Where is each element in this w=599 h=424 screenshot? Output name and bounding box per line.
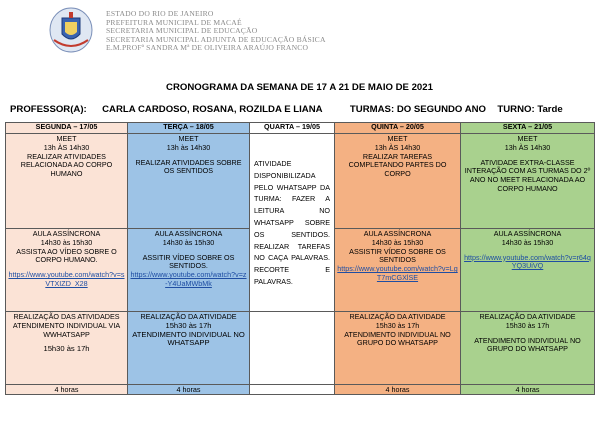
cell-line: 15h30 às 17h: [165, 320, 212, 330]
activity-row: [6, 312, 595, 385]
cell-line: ATENDIMENTO INDIVIDUAL NO WHATSAPP: [132, 329, 245, 348]
tuesday-hours: 4 horas: [128, 385, 250, 395]
thursday-video-link[interactable]: https://www.youtube.com/watch?v=LgT7mCGXlSE: [337, 264, 458, 282]
hours-row: [6, 385, 595, 395]
header-line: ESTADO DO RIO DE JANEIRO: [106, 9, 214, 18]
institution-lines: [106, 10, 446, 53]
cell-line: MEET: [178, 134, 199, 143]
tuesday-async-cell: [128, 229, 250, 312]
header-line: PREFEITURA MUNICIPAL DE MACAÉ: [106, 17, 242, 27]
professor-label: PROFESSOR(A):: [10, 104, 87, 115]
wednesday-activity-cell: [250, 134, 335, 312]
thursday-meet-cell: [335, 134, 461, 229]
coat-of-arms-icon: [48, 6, 94, 54]
cell-line: 14h30 às 15h30: [162, 237, 215, 247]
cell-line: ATENDIMENTO INDIVIDUAL NO GRUPO DO WHATSAPP: [344, 329, 451, 348]
document-title: CRONOGRAMA DA SEMANA DE 17 A 21 DE MAIO DE 2021: [166, 82, 433, 93]
cell-line: ASSISTA AO VÍDEO SOBRE O CORPO HUMANO.: [16, 246, 117, 265]
tuesday-activity-cell: [128, 312, 250, 385]
friday-video-link[interactable]: https://www.youtube.com/watch?v=r64qYQ3UiVQ: [464, 252, 591, 271]
cell-line: MEET: [517, 134, 538, 143]
cell-line: REALIZAR ATIVIDADES SOBRE OS SENTIDOS: [135, 157, 242, 176]
tuesday-meet-cell: [128, 134, 250, 229]
day-header-row: [6, 123, 595, 134]
day-thursday: QUINTA – 20/05: [335, 123, 461, 134]
thursday-activity-cell: [335, 312, 461, 385]
meet-row: [6, 134, 595, 229]
cell-line: 13h às 14h30: [166, 142, 211, 152]
tuesday-video-link[interactable]: https://www.youtube.com/watch?v=z-Y4UaMWbMk: [130, 270, 247, 288]
cell-line: AULA ASSÍNCRONA: [32, 229, 101, 238]
friday-hours: 4 horas: [461, 385, 595, 395]
cell-line: REALIZAR ATIVIDADES RELACIONADA AO CORPO HUMANO: [20, 151, 113, 179]
header-line: SECRETARIA MUNICIPAL ADJUNTA DE EDUCAÇÃO BÁSICA: [106, 34, 326, 44]
cell-line: ASSITIR VÍDEO SOBRE OS SENTIDOS.: [142, 252, 235, 271]
wednesday-text: ATIVIDADE DISPONIBILIZADA PELO WHATSAPP DA TURMA: FAZER A LEITURA NO WHATSAPP SOBRE OS SENTIDOS. REALIZAR TAREFAS NO CAÇA PALAVRAS. RECORTE E PALAVRAS.: [254, 159, 330, 286]
cell-line: REALIZAR TAREFAS COMPLETANDO PARTES DO CORPO: [348, 151, 447, 179]
cell-line: REALIZAÇÃO DA ATIVIDADE: [349, 312, 446, 321]
cell-line: 14h30 às 15h30: [40, 237, 93, 247]
monday-activity-cell: [6, 312, 128, 385]
thursday-hours: 4 horas: [335, 385, 461, 395]
professor-names: CARLA CARDOSO, ROSANA, ROZILDA E LIANA: [102, 104, 323, 115]
cell-line: 13h ÀS 14h30: [43, 142, 90, 152]
cell-line: 14h30 às 15h30: [371, 237, 424, 247]
friday-meet-cell: [461, 134, 595, 229]
friday-activity-cell: [461, 312, 595, 385]
day-friday: SEXTA – 21/05: [461, 123, 595, 134]
cell-line: REALIZAÇÃO DA ATIVIDADE: [479, 312, 576, 321]
cell-line: ASSISTIR VÍDEO SOBRE OS SENTIDOS: [349, 246, 446, 265]
cell-line: 15h30 às 17h: [505, 320, 550, 330]
cell-line: 14h30 às 15h30: [501, 237, 554, 247]
cell-line: AULA ASSÍNCRONA: [154, 229, 223, 238]
cell-line: ATIVIDADE EXTRA-CLASSE INTERAÇÃO COM AS TURMAS DO 2º ANO NO MEET RELACIONADA AO CORPO HUMANO: [464, 157, 591, 193]
cell-line: 15h30 às 17h: [43, 344, 90, 354]
monday-meet-cell: [6, 134, 128, 229]
turno-label: TURNO: Tarde: [497, 104, 563, 115]
cell-line: AULA ASSÍNCRONA: [493, 229, 562, 238]
header-line: E.M.PROFª SANDRA Mª DE OLIVEIRA ARAÚJO FRANCO: [106, 43, 309, 53]
thursday-async-cell: [335, 229, 461, 312]
professor-line: [10, 104, 595, 115]
cell-line: 15h30 às 17h: [375, 320, 420, 330]
cell-line: ATENDIMENTO INDIVIDUAL NO GRUPO DO WHATSAPP: [474, 335, 581, 354]
day-wednesday: QUARTA – 19/05: [250, 123, 335, 134]
friday-async-cell: [461, 229, 595, 312]
cell-line: REALIZAÇÃO DA ATIVIDADE: [140, 312, 237, 321]
cell-line: REALIZAÇÃO DAS ATIVIDADES: [13, 312, 120, 321]
cell-line: ATENDIMENTO INDIVIDUAL VIA WWHATSAPP: [12, 320, 121, 339]
monday-hours: 4 horas: [6, 385, 128, 395]
header-line: SECRETARIA MUNICIPAL DE EDUCAÇÃO: [106, 26, 258, 36]
cell-line: 13h ÀS 14h30: [504, 142, 551, 152]
cell-line: MEET: [56, 134, 77, 143]
cell-line: MEET: [387, 134, 408, 143]
schedule-table: [5, 122, 595, 395]
monday-async-cell: [6, 229, 128, 312]
day-monday: SEGUNDA – 17/05: [6, 123, 128, 134]
day-tuesday: TERÇA – 18/05: [128, 123, 250, 134]
cell-line: 13h ÀS 14h30: [374, 142, 421, 152]
cell-line: AULA ASSÍNCRONA: [363, 229, 432, 238]
wednesday-hours: [250, 385, 335, 395]
monday-video-link[interactable]: https://www.youtube.com/watch?v=sVTXIZD_X28: [8, 270, 125, 288]
wednesday-activity-empty: [250, 312, 335, 385]
turmas-label: TURMAS: DO SEGUNDO ANO: [349, 104, 487, 115]
